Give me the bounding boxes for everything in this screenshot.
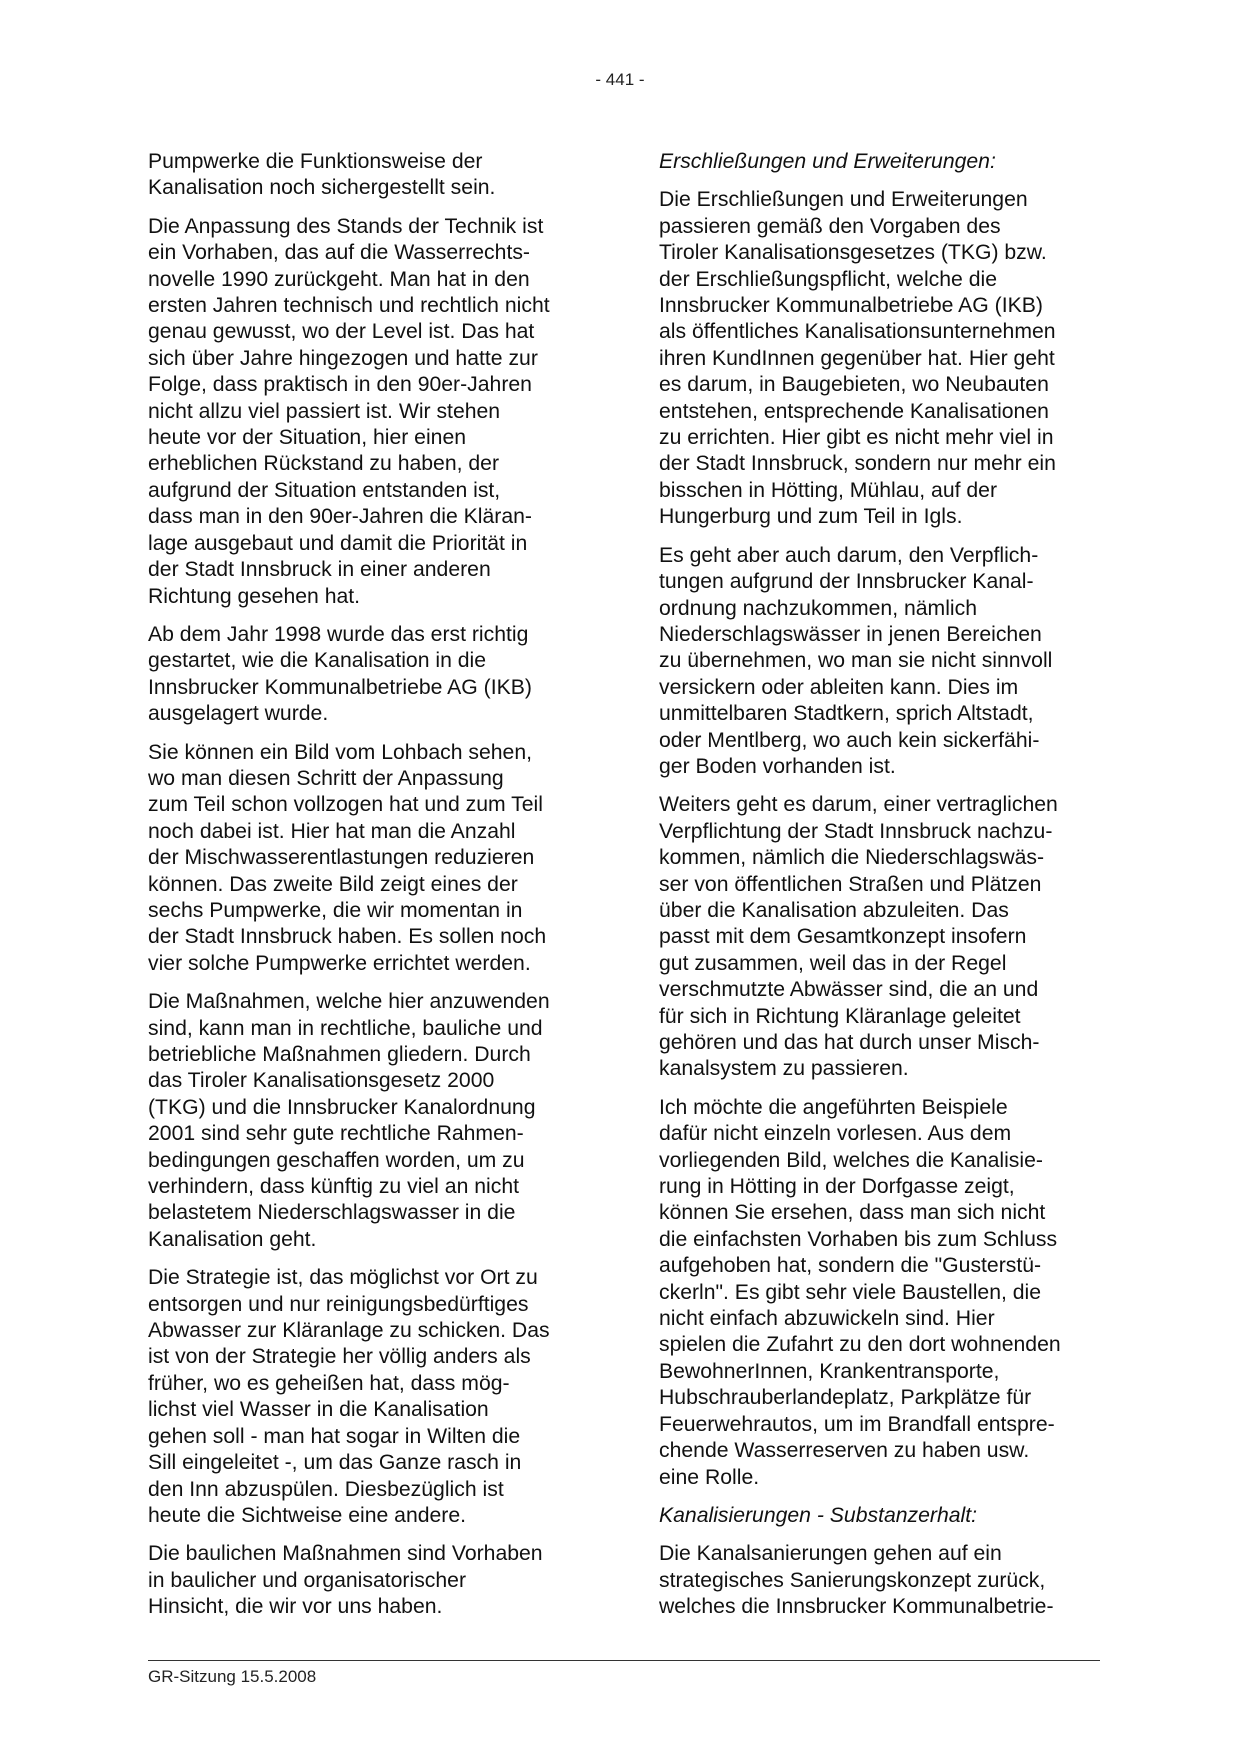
right-column [659,149,1099,1633]
footer-label: GR-Sitzung 15.5.2008 [148,1667,317,1686]
section-heading: Kanalisierungen - Substanzerhalt: [659,1503,978,1527]
left-column [148,149,588,1633]
page-number: - 441 - [595,70,645,89]
paragraph: Die Maßnahmen, welche hier anzuwenden sind, kann man in rechtliche, bauliche und betriebliche Maßnahmen gliedern. Durch das Tiroler Kanalisationsgesetz 2000 (TKG) und die Innsbrucker Kanalordnung 2001 sind sehr gute rechtliche Rahmen- bedingungen geschaffen worden, um zu verhindern, dass künftig zu viel an nicht belastetem Niederschlagswasser in die Kanalisation geht. [148,990,550,1251]
paragraph: Pumpwerke die Funktionsweise der Kanalisation noch sichergestellt sein. [148,150,496,200]
paragraph: Es geht aber auch darum, den Verpflich- tungen aufgrund der Innsbrucker Kanal- ordnung nachzukommen, nämlich Niederschlagswässer in jenen Bereichen zu übernehmen, wo man sie nicht sinnvoll versickern oder ableiten kann. Dies im unmittelbaren Stadtkern, sprich Altstadt, oder Mentlberg, wo auch kein sickerfähi- ger Boden vorhanden ist. [659,543,1053,778]
paragraph: Die baulichen Maßnahmen sind Vorhaben in baulicher und organisatorischer Hinsicht, die wir vor uns haben. [148,1542,543,1619]
paragraph: Die Strategie ist, das möglichst vor Ort zu entsorgen und nur reinigungsbedürftiges Abwasser zur Kläranlage zu schicken. Das ist von der Strategie her völlig anders als früher, wo es geheißen hat, dass mög- lichst viel Wasser in die Kanalisation gehen soll - man hat sogar in Wilten die Sill eingeleitet -, um das Ganze rasch in den Inn abzuspülen. Diesbezüglich ist heute die Sichtweise eine andere. [148,1266,550,1527]
paragraph: Sie können ein Bild vom Lohbach sehen, wo man diesen Schritt der Anpassung zum Teil schon vollzogen hat und zum Teil noch dabei ist. Hier hat man die Anzahl der Mischwasserentlastungen reduzieren können. Das zweite Bild zeigt eines der sechs Pumpwerke, die wir momentan in der Stadt Innsbruck haben. Es sollen noch vier solche Pumpwerke errichtet werden. [148,740,547,975]
section-heading: Erschließungen und Erweiterungen: [659,150,996,173]
paragraph: Die Anpassung des Stands der Technik ist ein Vorhaben, das auf die Wasserrechts- novelle 1990 zurückgeht. Man hat in den ersten Jahren technisch und rechtlich nicht genau gewusst, wo der Level ist. Das hat sich über Jahre hingezogen und hatte zur Folge, dass praktisch in den 90er-Jahren nicht allzu viel passiert ist. Wir stehen heute vor der Situation, hier einen erheblichen Rückstand zu haben, der aufgrund der Situation entstanden ist, dass man in den 90er-Jahren die Kläran- lage ausgebaut und damit die Priorität in der Stadt Innsbruck in einer anderen Richtung gesehen hat. [148,214,550,608]
paragraph: Ab dem Jahr 1998 wurde das erst richtig gestartet, wie die Kanalisation in die Innsbrucker Kommunalbetriebe AG (IKB) ausgelagert wurde. [148,622,532,726]
paragraph: Die Kanalsanierungen gehen auf ein strategisches Sanierungskonzept zurück, welches die Innsbrucker Kommunalbetrie- [659,1542,1054,1619]
paragraph: Die Erschließungen und Erweiterungen passieren gemäß den Vorgaben des Tiroler Kanalisationsgesetzes (TKG) bzw. der Erschließungspflicht, welche die Innsbrucker Kommunalbetriebe AG (IKB) als öffentliches Kanalisationsunternehmen ihren KundInnen gegenüber hat. Hier geht es darum, in Baugebieten, wo Neubauten entstehen, entsprechende Kanalisationen zu errichten. Hier gibt es nicht mehr viel in der Stadt Innsbruck, sondern nur mehr ein bisschen in Hötting, Mühlau, auf der Hungerburg und zum Teil in Igls. [659,188,1056,529]
paragraph: Weiters geht es darum, einer vertraglichen Verpflichtung der Stadt Innsbruck nachzu- kommen, nämlich die Niederschlagswäs- ser von öffentlichen Straßen und Plätzen über die Kanalisation abzuleiten. Das passt mit dem Gesamtkonzept insofern gut zusammen, weil das in der Regel verschmutzte Abwässer sind, die an und für sich in Richtung Kläranlage geleitet gehören und das hat durch unser Misch- kanalsystem zu passieren. [659,793,1058,1081]
paragraph: Ich möchte die angeführten Beispiele dafür nicht einzeln vorlesen. Aus dem vorliegenden Bild, welches die Kanalisie- rung in Hötting in der Dorfgasse zeigt, können Sie ersehen, dass man sich nicht die einfachsten Vorhaben bis zum Schluss aufgehoben hat, sondern die "Gusterstü- ckerln". Es gibt sehr viele Baustellen, die nicht einfach abzuwickeln sind. Hier spielen die Zufahrt zu den dort wohnenden BewohnerInnen, Krankentransporte, Hubschrauberlandeplatz, Parkplätze für Feuerwehrautos, um im Brandfall entspre- chende Wasserreserven zu haben usw. eine Rolle. [659,1095,1061,1489]
footer-divider [148,1660,1100,1661]
